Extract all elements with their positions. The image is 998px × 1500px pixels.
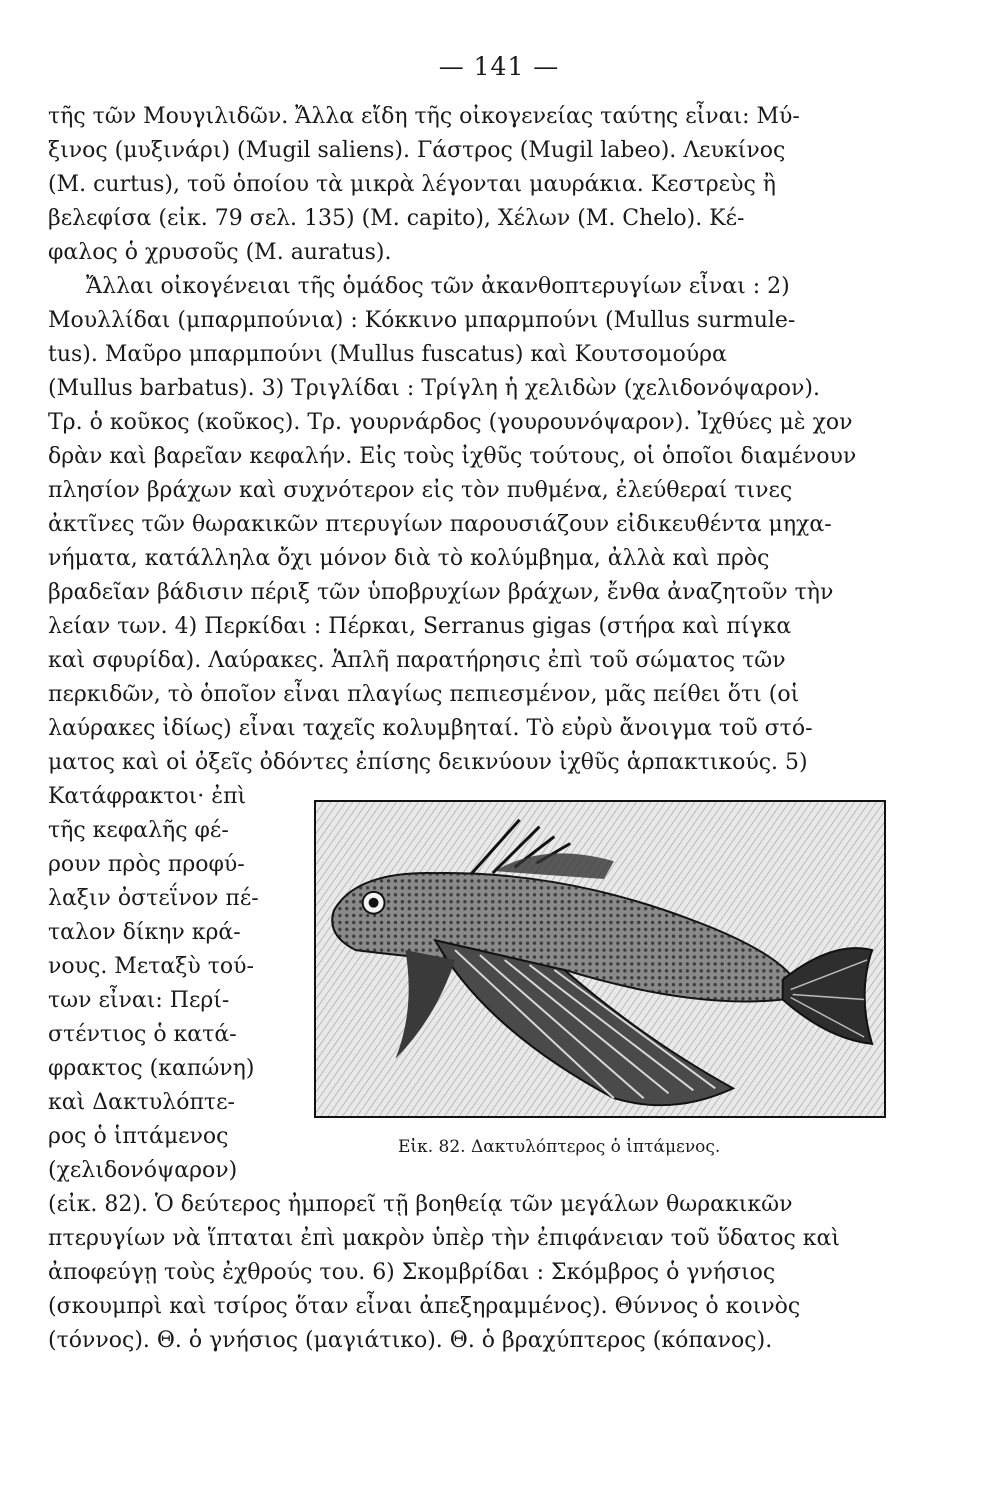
text-line: ρος ὁ ἱπτάμενος (48, 1124, 229, 1149)
text-line: (τόννος). Θ. ὁ γνήσιος (μαγιάτικο). Θ. ὁ βραχύπτερος (κόπανος). (48, 1328, 773, 1353)
text-line: τῆς κεφαλῆς φέ- (48, 818, 229, 843)
text-line: νους. Μεταξὺ τού- (48, 954, 254, 979)
text-line: Ἄλλαι οἰκογένειαι τῆς ὁμάδος τῶν ἀκανθοπτερυγίων εἶναι : 2) (86, 274, 790, 299)
text-line: ἀποφεύγῃ τοὺς ἐχθρούς του. 6) Σκομβρίδαι : Σκόμβρος ὁ γνήσιος (48, 1260, 776, 1285)
text-line: ματος καὶ οἱ ὀξεῖς ὀδόντες ἐπίσης δεικνύουν ἰχθῦς ἁρπακτικούς. 5) (48, 750, 808, 775)
text-line: ἀκτῖνες τῶν θωρακικῶν πτερυγίων παρουσιάζουν εἰδικευθέντα μηχα- (48, 512, 832, 537)
page-number: — 141 — (438, 52, 560, 81)
text-line: Μουλλίδαι (μπαρμπούνια) : Κόκκινο μπαρμπούνι (Mullus surmule- (48, 308, 796, 333)
text-line: Τρ. ὁ κοῦκος (κοῦκος). Τρ. γουρνάρδος (γουρουνόψαρον). Ἰχθύες μὲ χον (48, 410, 853, 435)
text-line: (M. curtus), τοῦ ὁποίου τὰ μικρὰ λέγονται μαυράκια. Κεστρεὺς ἢ (48, 172, 776, 197)
text-line: (Mullus barbatus). 3) Τριγλίδαι : Τρίγλη ἡ χελιδὼν (χελιδονόψαρον). (48, 376, 820, 401)
text-line: τῆς τῶν Μουγιλιδῶν. Ἄλλα εἴδη τῆς οἰκογενείας ταύτης εἶναι: Μύ- (48, 104, 800, 129)
text-line: (χελιδονόψαρον) (48, 1158, 238, 1183)
figure-caption: Εἰκ. 82. Δακτυλόπτερος ὁ ἱπτάμενος. (398, 1137, 721, 1157)
text-line: ρουν πρὸς προφύ- (48, 852, 245, 877)
flying-gurnard-image (316, 802, 884, 1116)
text-line: πλησίον βράχων καὶ συχνότερον εἰς τὸν πυθμένα, ἐλεύθεραί τινες (48, 478, 793, 503)
text-line: καὶ Δακτυλόπτε- (48, 1090, 235, 1115)
text-line: λαξιν ὀστεΐνον πέ- (48, 886, 259, 911)
text-line: βελεφίσα (εἰκ. 79 σελ. 135) (M. capito), Χέλων (M. Chelo). Κέ- (48, 206, 745, 231)
text-line: πτερυγίων νὰ ἵπταται ἐπὶ μακρὸν ὑπὲρ τὴν ἐπιφάνειαν τοῦ ὕδατος καὶ (48, 1226, 841, 1251)
text-line: φρακτος (καπώνη) (48, 1056, 255, 1081)
text-line: δρὰν καὶ βαρεῖαν κεφαλήν. Εἰς τοὺς ἰχθῦς τούτους, οἱ ὁποῖοι διαμένουν (48, 444, 857, 469)
text-line: tus). Μαῦρο μπαρμπούνι (Mullus fuscatus) καὶ Κουτσομούρα (48, 342, 727, 367)
text-line: φαλος ὁ χρυσοῦς (M. auratus). (48, 240, 392, 265)
text-line: βραδεῖαν βάδισιν πέριξ τῶν ὑποβρυχίων βράχων, ἔνθα ἀναζητοῦν τὴν (48, 580, 834, 605)
text-line: Κατάφρακτοι· ἐπὶ (48, 784, 247, 809)
text-line: περκιδῶν, τὸ ὁποῖον εἶναι πλαγίως πεπιεσμένον, μᾶς πείθει ὅτι (οἱ (48, 682, 800, 707)
text-line: νήματα, κατάλληλα ὄχι μόνον διὰ τὸ κολύμβημα, ἀλλὰ καὶ πρὸς (48, 546, 770, 571)
text-line: στέντιος ὁ κατά- (48, 1022, 237, 1047)
text-line: λείαν των. 4) Περκίδαι : Πέρκαι, Serranus gigas (στήρα καὶ πίγκα (48, 614, 792, 639)
text-line: (σκουμπρὶ καὶ τσίρος ὅταν εἶναι ἀπεξηραμμένος). Θύννος ὁ κοινὸς (48, 1294, 801, 1319)
text-line: ξινος (μυξινάρι) (Mugil saliens). Γάστρος (Mugil labeo). Λευκίνος (48, 138, 786, 163)
text-line: (εἰκ. 82). Ὁ δεύτερος ἠμπορεῖ τῇ βοηθείᾳ τῶν μεγάλων θωρακικῶν (48, 1192, 793, 1217)
text-line: λαύρακες ἰδίως) εἶναι ταχεῖς κολυμβηταί. Τὸ εὐρὺ ἄνοιγμα τοῦ στό- (48, 716, 813, 741)
fish-illustration (314, 800, 886, 1118)
text-line: ταλον δίκην κρά- (48, 920, 241, 945)
text-line: των εἶναι: Περί- (48, 988, 230, 1013)
text-line: καὶ σφυρίδα). Λαύρακες. Ἁπλῆ παρατήρησις ἐπὶ τοῦ σώματος τῶν (48, 648, 786, 673)
